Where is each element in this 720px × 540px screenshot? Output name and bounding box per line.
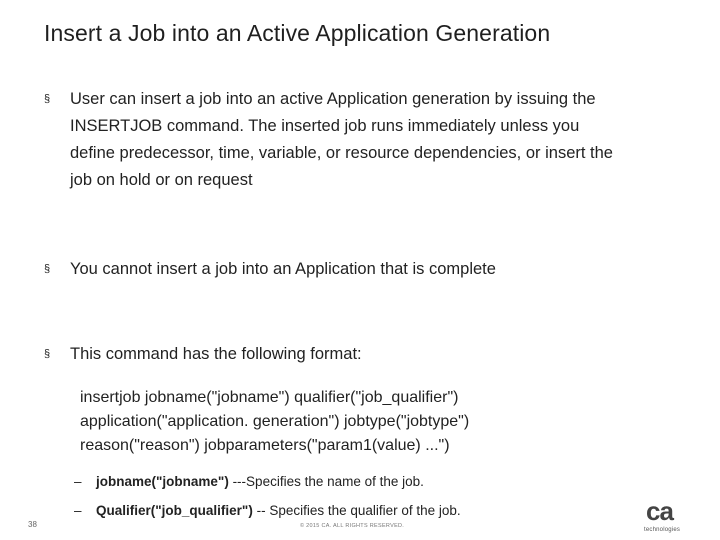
slide-title: Insert a Job into an Active Application Generation (44, 20, 551, 46)
subitem-term: jobname("jobname") (96, 474, 229, 489)
bullet-line: INSERTJOB command. The inserted job runs immediately unless you (70, 117, 580, 135)
code-line: insertjob jobname("jobname") qualifier("job_qualifier") (80, 389, 459, 406)
bullet-line: This command has the following format: (70, 345, 362, 363)
subitem-qualifier (74, 503, 461, 518)
bullet-item (44, 341, 680, 368)
page-number: 38 (28, 520, 37, 529)
bullet-line: You cannot insert a job into an Application that is complete (70, 260, 496, 278)
bullet-item (44, 256, 680, 283)
code-line: reason("reason") jobparameters("param1(value) ...") (80, 437, 450, 454)
subitem-desc: -- Specifies the qualifier of the job. (252, 503, 461, 518)
bullet-text (70, 341, 680, 368)
ca-logo (640, 496, 688, 536)
logo-mark: ca (646, 496, 673, 526)
bullet-line: User can insert a job into an active Application generation by issuing the (70, 90, 596, 108)
bullet-line: define predecessor, time, variable, or resource dependencies, or insert the (70, 144, 613, 162)
subitem-term: Qualifier("job_qualifier") (96, 503, 253, 518)
bullet-text (70, 256, 680, 283)
subitem-jobname (74, 474, 424, 489)
bullet-line: job on hold or on request (70, 171, 253, 189)
bullet-icon: § (44, 348, 51, 360)
subitem-desc: ---Specifies the name of the job. (228, 474, 424, 489)
copyright-notice: © 2015 CA. ALL RIGHTS RESERVED. (300, 523, 405, 529)
bullet-icon: § (44, 263, 51, 275)
command-format (80, 386, 469, 458)
bullet-text (70, 86, 680, 194)
dash-icon: – (74, 474, 82, 489)
code-line: application("application. generation") jobtype("jobtype") (80, 413, 470, 430)
logo-text: technologies (644, 527, 681, 533)
dash-icon: – (74, 503, 82, 518)
bullet-icon: § (44, 93, 51, 105)
bullet-item (44, 86, 680, 194)
